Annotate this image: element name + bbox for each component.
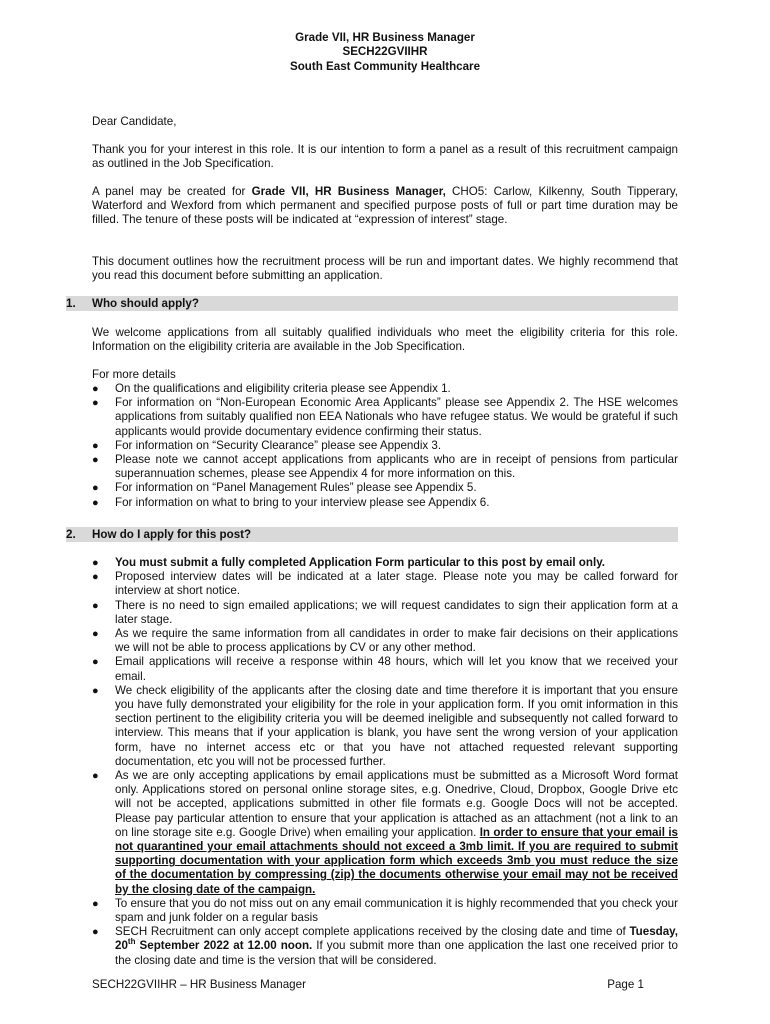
header-title: Grade VII, HR Business Manager — [295, 31, 475, 44]
bullet-icon: ● — [92, 397, 99, 410]
intro-p2-rest: CHO5: Carlow, Kilkenny, South Tipperary, Waterford and Wexford from which permanent and specified purpose posts of full or part time duration may be filled. The tenure of these posts will be indicated at “expression of interest” stage. — [92, 185, 679, 227]
intro-p2-bold: Grade VII, HR Business Manager, — [251, 185, 446, 198]
list-item: ● For information on what to bring to your interview please see Appendix 6. — [92, 495, 490, 509]
list-item: ● For information on “Security Clearance” please see Appendix 3. — [92, 438, 442, 452]
bullet-icon: ● — [92, 383, 99, 395]
list-item: ● You must submit a fully completed Application Form particular to this post by email only. — [92, 556, 605, 569]
list-item: ● SECH Recruitment can only accept complete applications received by the closing date and time of Tuesday, 20th September 2022 at 12.00 noon. If you submit more than one application the last one received prior to the closing date and time is the version that will be considered. — [92, 925, 678, 967]
section-2-bullet-list — [92, 556, 678, 968]
closing-date: Tuesday, 20 — [115, 925, 678, 953]
attachment-size-warning: In order to ensure that your email is not quarantined your email attachments should not exceed a 3mb limit. If you are required to submit supporting documentation with your application form which exceeds 3mb you must reduce the size of the documentation by compressing (zip) the documents otherwise your email may not be received by the closing date of the campaign. — [115, 825, 679, 896]
section-1-more: For more details — [92, 368, 176, 381]
section-1-heading — [66, 296, 678, 311]
header-organisation: South East Community Healthcare — [289, 59, 481, 73]
section-2-heading — [66, 527, 678, 542]
list-item: ● To ensure that you do not miss out on any email communication it is highly recommended that you check your spam and junk folder on a regular basis — [92, 896, 678, 925]
section-1-title: Who should apply? — [92, 297, 199, 310]
section-2-title: How do I apply for this post? — [92, 528, 252, 541]
closing-time: September 2022 at 12.00 noon. — [135, 939, 313, 953]
footer-reference: SECH22GVIIHR – HR Business Manager — [92, 978, 306, 991]
bullet-icon: ● — [92, 599, 99, 612]
bullet-icon: ● — [92, 454, 99, 467]
page-number: Page 1 — [607, 978, 644, 991]
list-item: ● As we require the same information from all candidates in order to make fair decisions on their applications we will not be able to process applications by CV or any other method. — [92, 627, 678, 655]
list-item: ● Please note we cannot accept applications from applicants who are in receipt of pensions from particular superannuation schemes, please see Appendix 4 for more information on this. — [92, 453, 678, 481]
bullet-icon: ● — [92, 897, 99, 910]
list-item: ● Proposed interview dates will be indicated at a later stage. Please note you may be called forward for interview at short notice. — [92, 570, 678, 598]
salutation: Dear Candidate, — [92, 115, 177, 128]
document-header — [0, 31, 770, 74]
list-item: ● For information on “Non-European Economic Area Applicants” please see Appendix 2. The HSE welcomes applications from suitably qualified non EEA Nationals who have refugee status. We would be grateful if such applicants would provide documentary evidence confirming their status. — [92, 396, 678, 438]
bullet-icon: ● — [92, 557, 99, 569]
intro-paragraph-1: Thank you for your interest in this role. It is our intention to form a panel as a result of this recruitment campaign as outlined in the Job Specification. — [92, 143, 678, 171]
intro-paragraph-3: This document outlines how the recruitment process will be run and important dates. We highly recommend that you read this document before submitting an application. — [92, 255, 678, 283]
bullet-icon: ● — [92, 496, 99, 509]
list-item: ● On the qualifications and eligibility criteria please see Appendix 1. — [92, 382, 451, 395]
bullet-icon: ● — [92, 656, 99, 669]
section-1-bullet-list — [92, 382, 678, 510]
bullet-icon: ● — [92, 926, 99, 939]
list-item: ● For information on “Panel Management Rules” please see Appendix 5. — [92, 481, 477, 495]
bullet-icon: ● — [92, 684, 99, 697]
bullet-icon: ● — [92, 628, 99, 641]
bullet-icon: ● — [92, 571, 99, 584]
intro-p2-text: A panel may be created for — [92, 185, 252, 198]
bullet-icon: ● — [92, 770, 99, 783]
section-2-number: 2. — [66, 528, 76, 541]
header-reference: SECH22GVIIHR — [342, 45, 428, 59]
bullet-icon: ● — [92, 482, 99, 495]
list-item: ● We check eligibility of the applicants after the closing date and time therefore it is important that you ensure you have fully demonstrated your eligibility for the role in your application form. If you omit information in this section pertinent to the eligibility criteria you will be deemed ineligible and subsequently not called forward to interview. This means that if your application is blank, you have sent the wrong version of your application form, have no internet access etc or that you have not attached requested relevant supporting documentation, etc you will not be processed further. — [92, 683, 678, 768]
section-1-number: 1. — [66, 297, 76, 310]
list-item: ● As we are only accepting applications by email applications must be submitted as a Microsoft Word format only. Applications stored on personal online storage sites, e.g. Onedrive, Cloud, Dropbox, Google Drive etc will not be accepted, applications submitted in other file formats e.g. Google Docs will not be accepted. Please pay particular attention to ensure that your application is attached as an attachment (not a link to an on line storage site e.g. Google Drive) when emailing your application. In order to ensure that your email is not quarantined your email attachments should not exceed a 3mb limit. If you are required to submit supporting documentation with your application form which exceeds 3mb you must reduce the size of the documentation by compressing (zip) the documents otherwise your email may not be received by the closing date of the campaign. — [92, 769, 679, 896]
list-item: ● Email applications will receive a response within 48 hours, which will let you know that we received your email. — [92, 655, 678, 683]
page-footer — [92, 978, 644, 992]
bullet-icon: ● — [92, 439, 99, 452]
intro-paragraph-2 — [92, 185, 678, 228]
list-item: ● There is no need to sign emailed applications; we will request candidates to sign their application form at a later stage. — [92, 598, 678, 626]
section-1-paragraph: We welcome applications from all suitably qualified individuals who meet the eligibility criteria for this role. Information on the eligibility criteria are available in the Job Specification. — [92, 326, 678, 354]
